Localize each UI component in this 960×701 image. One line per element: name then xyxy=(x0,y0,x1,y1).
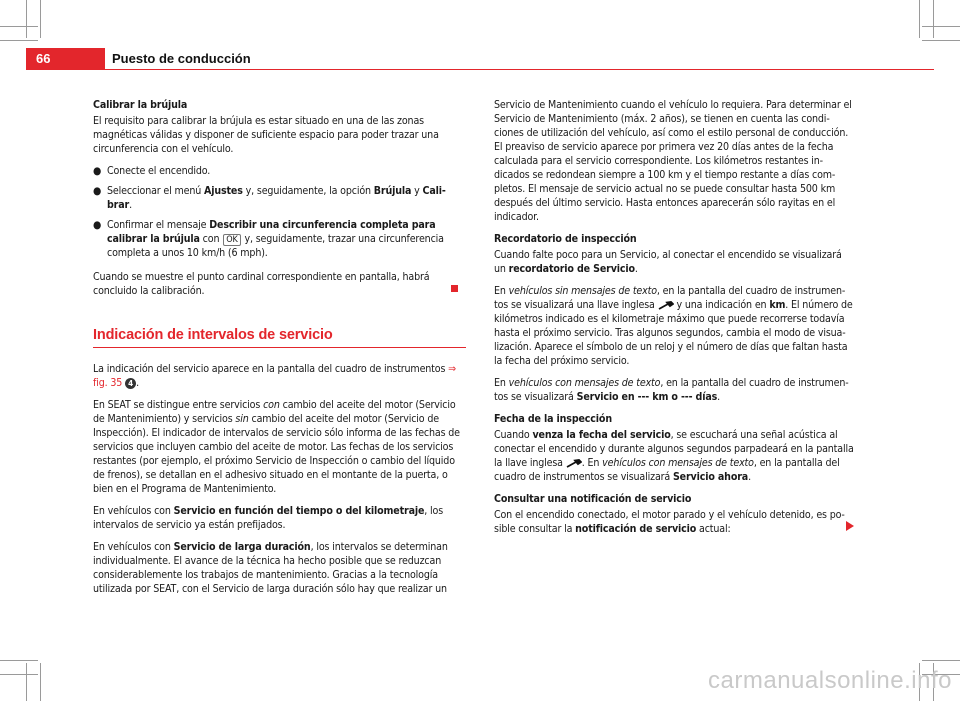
paragraph xyxy=(494,284,854,368)
menu-ajustes: Ajustes xyxy=(204,185,243,197)
text: cambio del aceite del motor (Servicio de Mantenimiento) y servicios xyxy=(93,399,456,425)
emphasis: Servicio de larga duración xyxy=(173,541,311,553)
emphasis: vehículos sin mensajes de texto xyxy=(508,285,657,297)
text: . xyxy=(717,391,721,403)
header-rule xyxy=(105,69,934,70)
text: y, seguidamente, trazar una circunferencia completa a unos 10 km/h (6 mph). xyxy=(107,233,444,259)
text: , en la pantalla del cuadro de instrumentos se visualizará xyxy=(494,457,840,483)
display-message: Servicio en --- km o --- días xyxy=(576,391,718,403)
crop-mark xyxy=(26,0,27,38)
bullet-icon: ● xyxy=(93,219,102,231)
wrench-icon xyxy=(566,459,582,468)
crop-mark xyxy=(922,660,960,661)
page-number-box xyxy=(26,48,105,70)
text: . xyxy=(129,199,132,211)
wrench-icon xyxy=(658,301,674,310)
text: . xyxy=(136,377,139,389)
text: . El número de kilómetros indicado es el kilometraje máximo que puede recorrerse todavía hasta el próximo servicio. Tras algunos segundos, cambia el modo de visualización. Aparece el símbolo de un reloj y el número de días que faltan hasta la fecha del próximo servicio. xyxy=(494,299,853,367)
chapter-title: Puesto de conducción xyxy=(112,51,251,66)
figure-reference-link[interactable]: ⇒ fig. 35 xyxy=(93,363,456,389)
text: actual: xyxy=(696,523,731,535)
list-item xyxy=(93,164,466,178)
text: y, seguidamente, la opción xyxy=(242,185,374,197)
paragraph xyxy=(93,504,466,532)
menu-brujula: Brújula xyxy=(373,185,412,197)
right-column xyxy=(494,98,854,544)
text: . En xyxy=(581,457,603,469)
text: Cuando falte poco para un Servicio, al conectar el encendido se visualizará un xyxy=(494,249,842,275)
text: . xyxy=(748,471,751,483)
crop-mark xyxy=(0,660,38,661)
emphasis: notificación de servicio xyxy=(575,523,697,535)
page-number: 66 xyxy=(36,51,51,66)
emphasis: Servicio en función del tiempo o del kilometraje xyxy=(173,505,425,517)
crop-mark xyxy=(922,26,960,27)
crop-mark xyxy=(922,40,960,41)
emphasis: vehículos con mensajes de texto xyxy=(508,377,661,389)
text: con xyxy=(199,233,223,245)
page-header xyxy=(26,48,934,70)
text: En SEAT se distingue entre servicios xyxy=(93,399,264,411)
subheading-fecha: Fecha de la inspección xyxy=(494,413,612,425)
text: , los intervalos de servicio ya están prefijados. xyxy=(93,505,444,531)
text: Cuando xyxy=(494,429,533,441)
paragraph xyxy=(93,398,466,496)
emphasis: sin xyxy=(235,413,249,425)
text: , en la pantalla del cuadro de instrumentos se visualizará xyxy=(494,377,849,403)
paragraph xyxy=(93,540,466,596)
unit-km: km xyxy=(769,299,786,311)
paragraph xyxy=(494,376,854,404)
crop-mark xyxy=(40,0,41,38)
display-message: Servicio ahora xyxy=(672,471,749,483)
section-end-marker xyxy=(451,285,458,292)
crop-mark xyxy=(919,0,920,38)
watermark: carmanualsonline.info xyxy=(708,667,952,694)
text: , en la pantalla del cuadro de instrumentos se visualizará una llave inglesa xyxy=(494,285,846,311)
crop-mark xyxy=(0,674,38,675)
text: Confirmar el mensaje xyxy=(107,219,210,231)
menu-calibrar: Calibrar xyxy=(107,185,446,211)
paragraph xyxy=(494,248,854,276)
bullet-icon: ● xyxy=(93,185,102,197)
section-title: Indicación de intervalos de servicio xyxy=(93,327,333,343)
emphasis: con xyxy=(263,399,280,411)
emphasis: recordatorio de Servicio xyxy=(508,263,635,275)
crop-mark xyxy=(40,663,41,701)
left-column xyxy=(93,98,466,604)
continue-arrow-icon xyxy=(846,521,854,531)
list-item-text: Conecte el encendido. xyxy=(107,165,211,177)
paragraph xyxy=(93,362,466,390)
text: En vehículos con xyxy=(93,541,174,553)
message-text: Describir una circunferencia completa para calibrar la brújula xyxy=(107,219,436,245)
text: Seleccionar el menú xyxy=(107,185,205,197)
crop-mark xyxy=(0,40,38,41)
bullet-icon: ● xyxy=(93,165,102,177)
list-item xyxy=(93,184,466,212)
text: En xyxy=(494,285,509,297)
text: , se escuchará una señal acústica al conectar el encendido y durante algunos segundos parpadeará en la pantalla la llave inglesa xyxy=(494,429,854,469)
subheading-recordatorio: Recordatorio de inspección xyxy=(494,233,637,245)
text: cambio del aceite del motor (Servicio de Inspección). El indicador de intervalos de servicio sólo informa de las fechas de servicios que incluyen cambio del aceite de motor. Las fechas de los servicios restantes (por ejemplo, el próximo Servicio de Inspección o cambio del líquido de frenos), se detallan en el adhesivo situado en el montante de la puerta, o bien en el Programa de Mantenimiento. xyxy=(93,413,460,495)
paragraph xyxy=(494,428,854,484)
text: Con el encendido conectado, el motor parado y el vehículo detenido, es posible consultar la xyxy=(494,509,845,535)
subheading-consultar: Consultar una notificación de servicio xyxy=(494,493,692,505)
paragraph xyxy=(494,508,854,536)
text: En vehículos con xyxy=(93,505,174,517)
text: En xyxy=(494,377,509,389)
text: . xyxy=(634,263,638,275)
paragraph: Cuando se muestre el punto cardinal correspondiente en pantalla, habrá concluido la calibración. xyxy=(93,271,430,297)
text: La indicación del servicio aparece en la pantalla del cuadro de instrumentos xyxy=(93,363,449,375)
crop-mark xyxy=(933,0,934,38)
crop-mark xyxy=(0,26,38,27)
list-item xyxy=(93,218,466,260)
emphasis: venza la fecha del servicio xyxy=(532,429,671,441)
text: y una indicación en xyxy=(673,299,770,311)
section-rule xyxy=(93,347,466,348)
paragraph: Servicio de Mantenimiento cuando el vehículo lo requiera. Para determinar el Servicio de Mantenimiento (máx. 2 años), se tienen en cuenta las condiciones de utilización del vehículo, así como el estilo personal de conducción. El preaviso de servicio aparece por primera vez 20 días antes de la fecha calculada para el servicio correspondiente. Los kilómetros restantes indicados se redondean siempre a 100 km y el tiempo restante a días completos. El mensaje de servicio actual no se puede consultar hasta 500 km después del último servicio. Hasta entonces aparecerán sólo rayitas en el indicador. xyxy=(494,99,852,223)
paragraph: El requisito para calibrar la brújula es estar situado en una de las zonas magnéticas válidas y disponer de suficiente espacio para poder trazar una circunferencia con el vehículo. xyxy=(93,115,439,155)
emphasis: vehículos con mensajes de texto xyxy=(602,457,754,469)
text: y xyxy=(411,185,423,197)
text: , los intervalos se determinan individualmente. El avance de la técnica ha hecho posible que se reduzcan considerablemente los trabajos de mantenimiento. Gracias a la tecnología utilizada por SEAT, con el Servicio de larga duración sólo hay que realizar un xyxy=(93,541,448,595)
crop-mark xyxy=(26,663,27,701)
subheading-calibrar: Calibrar la brújula xyxy=(93,99,188,111)
ok-key-icon: OK xyxy=(223,234,240,246)
callout-number-icon: 4 xyxy=(125,378,136,389)
